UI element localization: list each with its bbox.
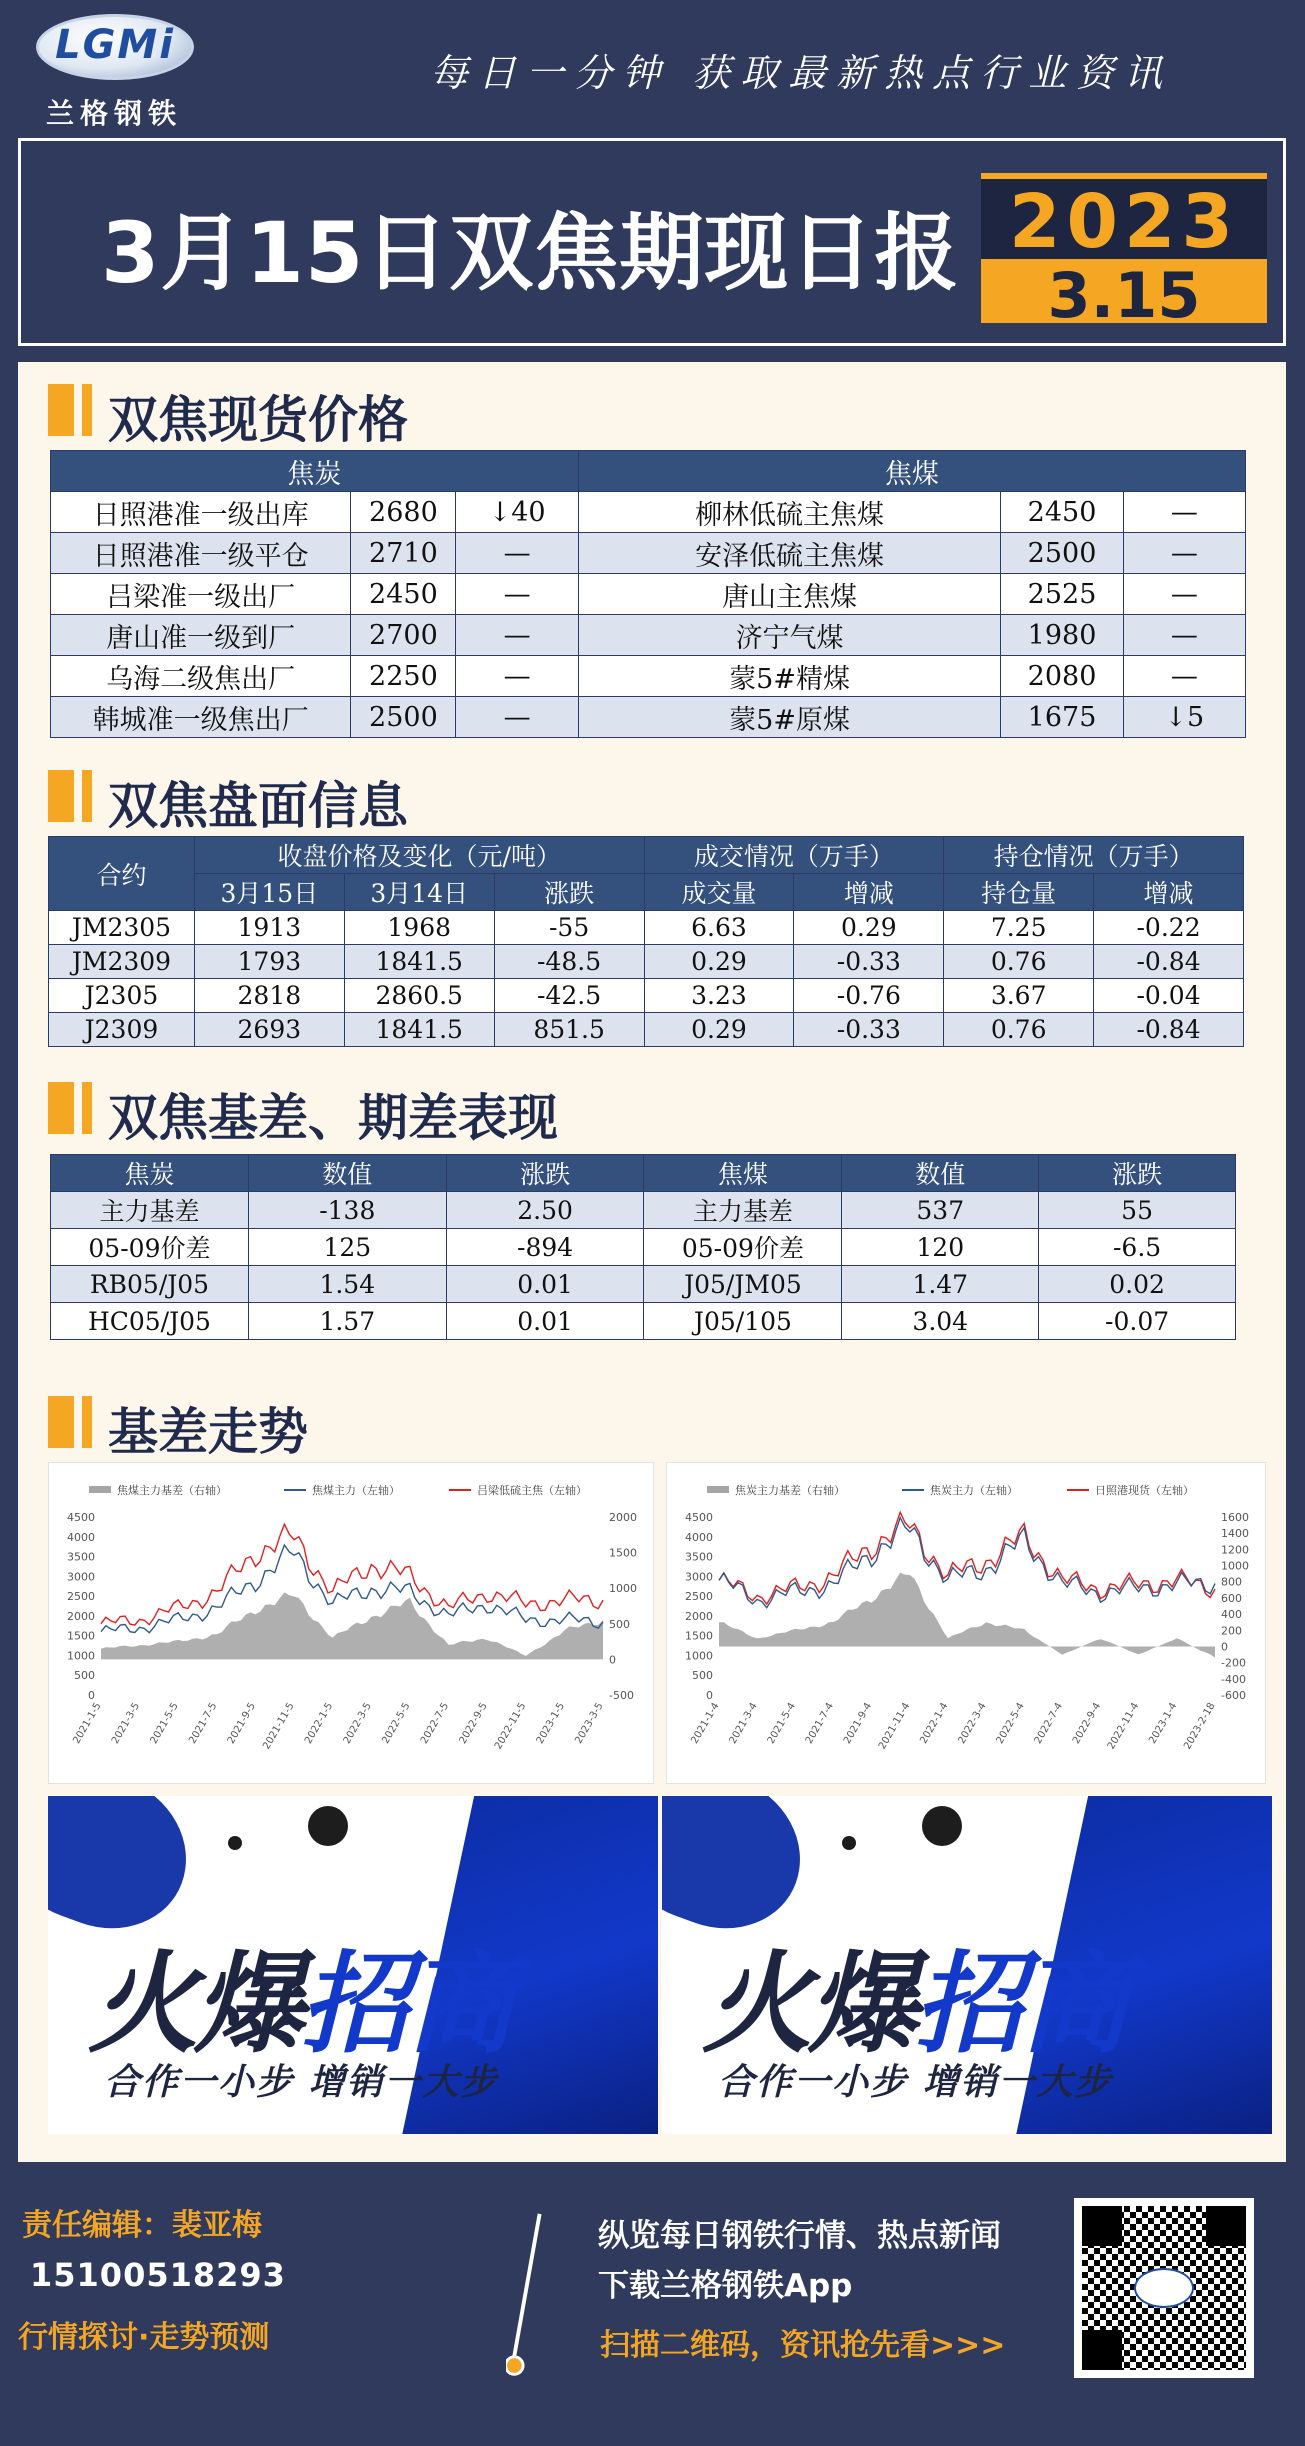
legend-swatch [707, 1486, 729, 1493]
y-left-tick-label: 1000 [685, 1649, 713, 1663]
footer-line-2[interactable]: 下载兰格钢铁App [598, 2268, 853, 2304]
futures-subheader: 涨跌 [494, 874, 644, 911]
legend-label: 焦炭主力（左轴） [930, 1484, 1018, 1497]
ad-banner-right[interactable] [662, 1796, 1272, 2134]
x-tick-label: 2021-1-5 [71, 1701, 104, 1746]
banner-headline: 火爆招商 [702, 1940, 1126, 2068]
spot-cell-coal-chg: — [1123, 615, 1245, 656]
y-left-tick-label: 4000 [685, 1530, 713, 1544]
banner-ink-dot [228, 1836, 242, 1850]
qr-code[interactable] [1074, 2198, 1254, 2378]
basis-header: 焦炭 [51, 1155, 249, 1192]
spot-cell-coke-name: 唐山准一级到厂 [51, 615, 351, 656]
futures-table [48, 836, 1244, 1047]
spot-cell-coal-price: 2450 [1001, 492, 1123, 533]
spot-cell-coal-name: 唐山主焦煤 [578, 574, 1001, 615]
x-tick-label: 2021-3-5 [109, 1701, 143, 1746]
banner-ink-dot [842, 1836, 856, 1850]
table-row [51, 1303, 1236, 1340]
table-row [51, 1192, 1236, 1229]
spot-cell-coke-chg: — [456, 574, 578, 615]
y-left-tick-label: 1500 [685, 1629, 713, 1643]
futures-subheader: 增减 [794, 874, 944, 911]
table-row [51, 615, 1246, 656]
y-left-tick-label: 4500 [67, 1511, 95, 1524]
spot-cell-coal-price: 2525 [1001, 574, 1123, 615]
x-tick-label: 2021-11-4 [876, 1701, 913, 1752]
logo-cn-name: 兰格钢铁 [46, 97, 183, 130]
futures-cell: 0.29 [794, 911, 944, 945]
basis-cell: 125 [248, 1229, 446, 1266]
spot-cell-coke-chg: — [456, 533, 578, 574]
futures-header-contract: 合约 [49, 837, 195, 911]
y-left-tick-label: 500 [692, 1669, 713, 1683]
table-row [49, 979, 1244, 1013]
futures-header-oi: 持仓情况（万手） [944, 837, 1244, 874]
table-row [51, 656, 1246, 697]
basis-header: 焦煤 [644, 1155, 842, 1192]
x-tick-label: 2021-5-5 [148, 1701, 181, 1746]
y-right-tick-label: 1400 [1221, 1527, 1249, 1541]
chart-coke-basis [666, 1462, 1266, 1784]
y-left-tick-label: 3500 [685, 1550, 713, 1564]
y-left-tick-label: 3000 [67, 1570, 95, 1584]
footer-line-1: 纵览每日钢铁行情、热点新闻 [598, 2218, 1001, 2254]
futures-cell: -48.5 [494, 945, 644, 979]
legend-swatch [89, 1486, 111, 1493]
futures-cell: JM2309 [49, 945, 195, 979]
table-row [51, 492, 1246, 533]
footer-tagline: 行情探讨·走势预测 [18, 2320, 270, 2355]
series-line-spot [101, 1524, 603, 1625]
x-tick-label: 2022-1-5 [303, 1701, 336, 1746]
x-tick-label: 2022-7-5 [418, 1701, 452, 1746]
basis-header: 涨跌 [1039, 1155, 1236, 1192]
top-bar [0, 0, 1305, 140]
futures-cell: 0.76 [944, 1013, 1094, 1047]
legend-label: 焦煤主力（左轴） [312, 1484, 400, 1497]
futures-cell: -0.84 [1094, 945, 1244, 979]
x-tick-label: 2023-3-5 [573, 1701, 606, 1746]
x-tick-label: 2022-7-4 [1032, 1701, 1065, 1746]
basis-table [50, 1154, 1236, 1340]
section-marker [82, 1082, 92, 1134]
x-tick-label: 2022-9-5 [457, 1701, 490, 1746]
spot-cell-coal-name: 蒙5#精煤 [578, 656, 1001, 697]
x-tick-label: 2023-1-4 [1147, 1701, 1180, 1746]
basis-header: 数值 [842, 1155, 1039, 1192]
date-badge [981, 173, 1267, 332]
basis-cell: 0.01 [446, 1303, 644, 1340]
futures-cell: -0.22 [1094, 911, 1244, 945]
y-left-tick-label: 3500 [67, 1550, 95, 1564]
basis-cell: RB05/J05 [51, 1266, 249, 1303]
y-right-tick-label: 800 [1221, 1575, 1242, 1589]
y-left-tick-label: 1500 [67, 1629, 95, 1643]
y-left-tick-label: 2500 [67, 1590, 95, 1604]
y-left-tick-label: 4500 [685, 1511, 713, 1524]
spot-cell-coal-name: 蒙5#原煤 [578, 697, 1001, 738]
y-right-tick-label: 0 [609, 1653, 616, 1667]
ad-banner-left[interactable] [48, 1796, 658, 2134]
year-plate [981, 179, 1267, 265]
spot-cell-coke-price: 2450 [351, 574, 456, 615]
futures-subheader: 3月14日 [344, 874, 494, 911]
y-right-tick-label: -200 [1221, 1656, 1246, 1670]
y-right-tick-label: 600 [1221, 1591, 1242, 1605]
x-tick-label: 2021-11-5 [261, 1701, 297, 1752]
banner-subline: 合作一小步 增销一大步 [718, 2062, 1113, 2103]
futures-cell: 851.5 [494, 1013, 644, 1047]
x-tick-label: 2022-5-5 [380, 1701, 413, 1746]
spot-cell-coke-name: 日照港准一级平仓 [51, 533, 351, 574]
futures-cell: J2305 [49, 979, 195, 1013]
banner-subline: 合作一小步 增销一大步 [104, 2062, 499, 2103]
basis-cell: J05/105 [644, 1303, 842, 1340]
content-panel [18, 362, 1286, 2162]
y-right-tick-label: 0 [1221, 1640, 1228, 1654]
futures-cell: 1841.5 [344, 1013, 494, 1047]
spot-cell-coal-name: 安泽低硫主焦煤 [578, 533, 1001, 574]
futures-cell: 0.76 [944, 945, 1094, 979]
futures-cell: J2309 [49, 1013, 195, 1047]
spot-cell-coke-chg: ↓40 [456, 492, 578, 533]
y-right-tick-label: -600 [1221, 1689, 1246, 1702]
basis-cell: 2.50 [446, 1192, 644, 1229]
banner-headline: 火爆招商 [88, 1940, 512, 2068]
y-left-tick-label: 1000 [67, 1649, 95, 1663]
section-marker [82, 770, 92, 822]
futures-cell: -0.76 [794, 979, 944, 1013]
futures-header-close: 收盘价格及变化（元/吨） [194, 837, 644, 874]
futures-cell: -55 [494, 911, 644, 945]
y-right-tick-label: -400 [1221, 1672, 1246, 1686]
y-left-tick-label: 2500 [685, 1590, 713, 1604]
y-right-tick-label: 1600 [1221, 1511, 1249, 1524]
y-right-tick-label: 400 [1221, 1608, 1242, 1622]
footer-editor: 责任编辑：裴亚梅 [22, 2208, 262, 2243]
month-day-text: 3.15 [1047, 259, 1201, 332]
futures-cell: 6.63 [644, 911, 794, 945]
futures-cell: 2860.5 [344, 979, 494, 1013]
spot-cell-coke-name: 日照港准一级出库 [51, 492, 351, 533]
section-title-basis: 双焦基差、期差表现 [108, 1089, 558, 1147]
y-left-tick-label: 2000 [685, 1609, 713, 1623]
x-tick-label: 2021-9-5 [225, 1701, 259, 1746]
spot-header-coke: 焦炭 [51, 451, 579, 492]
x-tick-label: 2021-7-5 [187, 1701, 220, 1746]
spot-cell-coke-price: 2500 [351, 697, 456, 738]
x-tick-label: 2023-1-5 [534, 1701, 567, 1746]
basis-cell: 55 [1039, 1192, 1236, 1229]
series-area-basis [101, 1592, 603, 1659]
y-right-tick-label: 1500 [609, 1546, 637, 1560]
basis-cell: 1.57 [248, 1303, 446, 1340]
futures-cell: -0.04 [1094, 979, 1244, 1013]
slogan: 每日一分钟 获取最新热点行业资讯 [430, 51, 1173, 95]
spot-cell-coal-chg: — [1123, 533, 1245, 574]
x-tick-label: 2022-11-5 [492, 1701, 529, 1752]
futures-cell: 3.23 [644, 979, 794, 1013]
y-right-tick-label: 500 [609, 1617, 630, 1631]
x-tick-label: 2021-9-4 [841, 1701, 875, 1746]
spot-cell-coke-chg: — [456, 615, 578, 656]
x-tick-label: 2022-3-5 [341, 1701, 374, 1746]
legend-label: 焦炭主力基差（右轴） [735, 1484, 845, 1497]
y-left-tick-label: 4000 [67, 1530, 95, 1544]
logo-text: LGMi [55, 22, 175, 68]
spot-cell-coal-name: 济宁气煤 [578, 615, 1001, 656]
spot-cell-coke-price: 2680 [351, 492, 456, 533]
basis-cell: 3.04 [842, 1303, 1039, 1340]
chart-coke-basis-svg [667, 1463, 1267, 1785]
futures-cell: 7.25 [944, 911, 1094, 945]
table-row [49, 1013, 1244, 1047]
spot-cell-coke-chg: — [456, 697, 578, 738]
qr-code-pattern [1082, 2206, 1246, 2370]
banner-ink-dot [308, 1806, 348, 1846]
futures-cell: 3.67 [944, 979, 1094, 1013]
banner-ink-dot [922, 1806, 962, 1846]
spot-cell-coal-price: 1980 [1001, 615, 1123, 656]
y-right-tick-label: 200 [1221, 1624, 1242, 1638]
basis-cell: HC05/J05 [51, 1303, 249, 1340]
basis-cell: 537 [842, 1192, 1039, 1229]
section-title-spot: 双焦现货价格 [108, 391, 408, 449]
x-tick-label: 2022-11-4 [1105, 1701, 1142, 1752]
y-right-tick-label: 1000 [1221, 1559, 1249, 1573]
basis-cell: J05/JM05 [644, 1266, 842, 1303]
y-left-tick-label: 3000 [685, 1570, 713, 1584]
table-row [49, 945, 1244, 979]
x-tick-label: 2022-9-4 [1070, 1701, 1104, 1746]
futures-cell: 1913 [194, 911, 344, 945]
table-row [51, 574, 1246, 615]
basis-cell: -6.5 [1039, 1229, 1236, 1266]
y-right-tick-label: 1000 [609, 1582, 637, 1596]
spot-cell-coke-name: 韩城准一级焦出厂 [51, 697, 351, 738]
table-row [51, 1229, 1236, 1266]
spot-cell-coke-name: 吕梁准一级出厂 [51, 574, 351, 615]
futures-cell: -0.33 [794, 1013, 944, 1047]
section-marker [82, 1396, 92, 1448]
spot-cell-coke-name: 乌海二级焦出厂 [51, 656, 351, 697]
section-marker [48, 1396, 74, 1448]
section-marker [48, 1082, 74, 1134]
legend-label: 吕梁低硫主焦（左轴） [477, 1484, 587, 1497]
basis-cell: 0.02 [1039, 1266, 1236, 1303]
section-marker [48, 770, 74, 822]
y-left-tick-label: 0 [88, 1689, 95, 1702]
y-left-tick-label: 2000 [67, 1609, 95, 1623]
series-line-futures [101, 1545, 603, 1633]
table-row [51, 533, 1246, 574]
footer-phone[interactable]: 15100518293 [30, 2256, 286, 2294]
legend-label: 焦煤主力基差（右轴） [117, 1484, 227, 1497]
footer [0, 2170, 1305, 2446]
section-title-charts: 基差走势 [108, 1403, 308, 1461]
basis-cell: -138 [248, 1192, 446, 1229]
futures-subheader: 增减 [1094, 874, 1244, 911]
futures-cell: 2693 [194, 1013, 344, 1047]
chart-coal-basis [48, 1462, 654, 1784]
basis-cell: 0.01 [446, 1266, 644, 1303]
table-row [51, 697, 1246, 738]
y-right-tick-label: -500 [609, 1689, 634, 1702]
basis-cell: 主力基差 [51, 1192, 249, 1229]
legend-label: 日照港现货（左轴） [1095, 1484, 1194, 1497]
table-row [49, 911, 1244, 945]
spot-cell-coal-price: 2500 [1001, 533, 1123, 574]
spot-cell-coal-chg: — [1123, 492, 1245, 533]
table-row [51, 1266, 1236, 1303]
brand-logo[interactable] [36, 14, 196, 130]
spot-cell-coal-chg: ↓5 [1123, 697, 1245, 738]
futures-cell: JM2305 [49, 911, 195, 945]
spot-cell-coke-price: 2710 [351, 533, 456, 574]
spot-cell-coke-price: 2250 [351, 656, 456, 697]
x-tick-label: 2023-2-18 [1182, 1701, 1218, 1752]
basis-cell: 主力基差 [644, 1192, 842, 1229]
futures-cell: 0.29 [644, 945, 794, 979]
y-left-tick-label: 500 [74, 1669, 95, 1683]
year-text: 2023 [1009, 179, 1239, 265]
futures-cell: 1793 [194, 945, 344, 979]
futures-subheader: 持仓量 [944, 874, 1094, 911]
y-right-tick-label: 2000 [609, 1511, 637, 1524]
basis-cell: -0.07 [1039, 1303, 1236, 1340]
futures-header-volume: 成交情况（万手） [644, 837, 944, 874]
basis-cell: 120 [842, 1229, 1039, 1266]
section-title-futures: 双焦盘面信息 [108, 777, 408, 835]
spot-header-coal: 焦煤 [578, 451, 1245, 492]
basis-header: 数值 [248, 1155, 446, 1192]
spot-price-table [50, 450, 1246, 738]
x-tick-label: 2022-1-4 [918, 1701, 951, 1746]
x-tick-label: 2021-7-4 [803, 1701, 837, 1746]
futures-cell: 1841.5 [344, 945, 494, 979]
futures-cell: -42.5 [494, 979, 644, 1013]
spot-cell-coal-chg: — [1123, 574, 1245, 615]
section-marker [82, 384, 92, 436]
chart-coal-basis-svg [49, 1463, 655, 1785]
x-tick-label: 2021-3-4 [727, 1701, 760, 1746]
basis-cell: 05-09价差 [644, 1229, 842, 1266]
futures-cell: 1968 [344, 911, 494, 945]
spot-cell-coal-name: 柳林低硫主焦煤 [578, 492, 1001, 533]
basis-cell: 1.54 [248, 1266, 446, 1303]
basis-cell: 05-09价差 [51, 1229, 249, 1266]
x-tick-label: 2022-5-4 [994, 1701, 1027, 1746]
x-tick-label: 2022-3-4 [956, 1701, 989, 1746]
futures-subheader: 3月15日 [194, 874, 344, 911]
x-tick-label: 2021-1-4 [689, 1701, 722, 1746]
title-box [18, 138, 1286, 346]
basis-header: 涨跌 [446, 1155, 644, 1192]
footer-line-3: 扫描二维码，资讯抢先看>>> [600, 2328, 1006, 2363]
x-tick-label: 2021-5-4 [765, 1701, 798, 1746]
qr-logo-icon [1134, 2268, 1194, 2308]
section-marker [48, 384, 74, 436]
futures-cell: 0.29 [644, 1013, 794, 1047]
footer-divider-icon [506, 2210, 546, 2385]
y-right-tick-label: 1200 [1221, 1543, 1249, 1557]
spot-cell-coal-price: 1675 [1001, 697, 1123, 738]
futures-subheader: 成交量 [644, 874, 794, 911]
spot-cell-coke-chg: — [456, 656, 578, 697]
futures-cell: -0.33 [794, 945, 944, 979]
spot-cell-coal-price: 2080 [1001, 656, 1123, 697]
series-line-spot [719, 1512, 1215, 1604]
spot-cell-coke-price: 2700 [351, 615, 456, 656]
basis-cell: 1.47 [842, 1266, 1039, 1303]
y-left-tick-label: 0 [706, 1689, 713, 1702]
page-title: 3月15日双焦期现日报 [101, 204, 960, 302]
spot-cell-coal-chg: — [1123, 656, 1245, 697]
futures-cell: 2818 [194, 979, 344, 1013]
basis-cell: -894 [446, 1229, 644, 1266]
futures-cell: -0.84 [1094, 1013, 1244, 1047]
